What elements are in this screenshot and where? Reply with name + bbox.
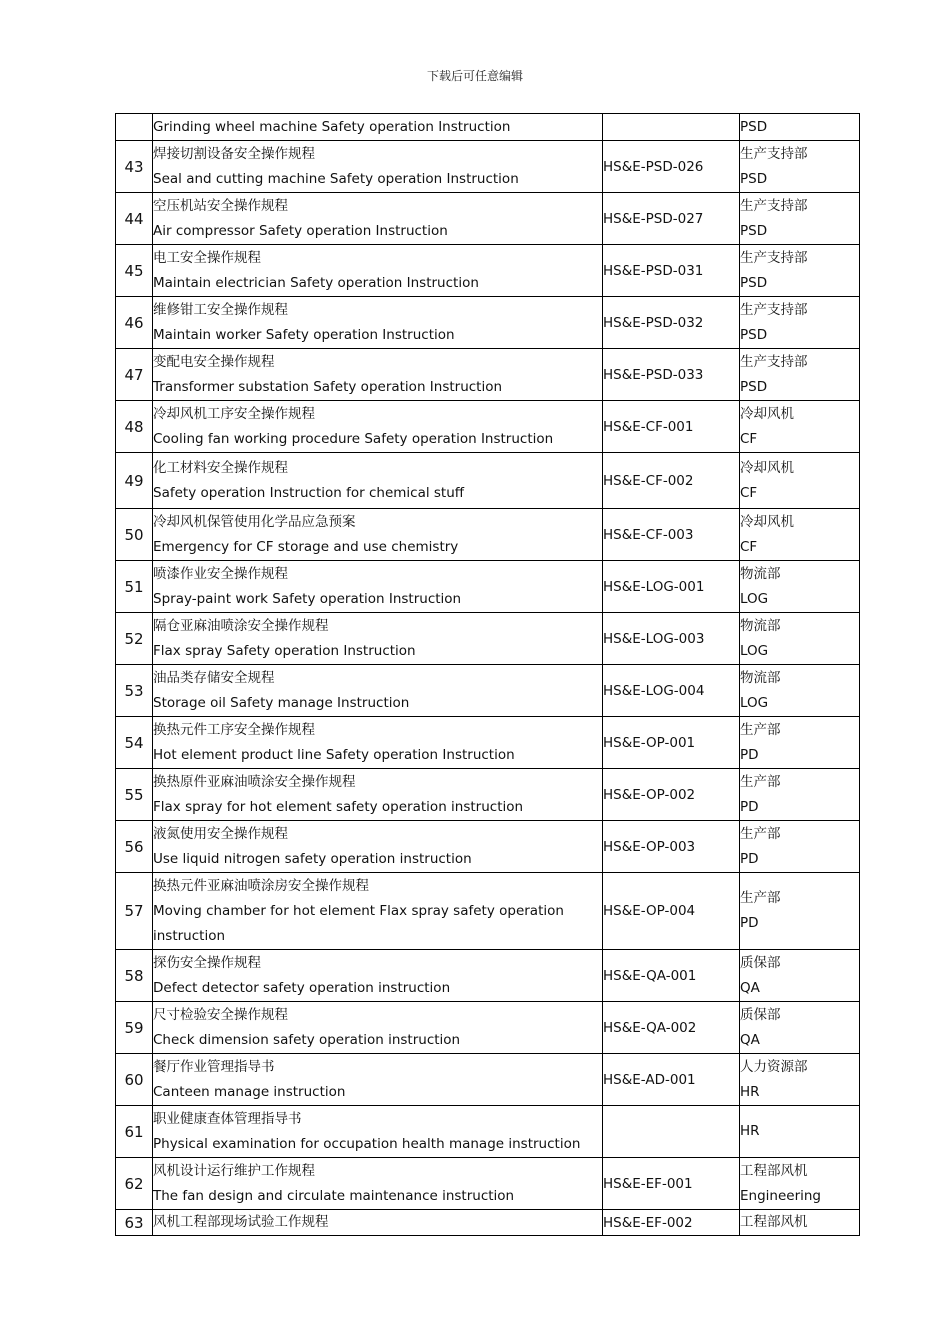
table-row [116, 114, 860, 141]
department-chinese: 冷却风机 [740, 459, 794, 476]
procedure-title-cell [153, 509, 603, 561]
department-cell [740, 1106, 860, 1158]
row-number: 58 [116, 950, 153, 1002]
department-english: PSD [740, 274, 768, 291]
department-chinese: 生产支持部 [740, 249, 808, 266]
procedure-title-cell [153, 717, 603, 769]
title-english: Seal and cutting machine Safety operation Instruction [153, 170, 519, 187]
department-chinese: 质保部 [740, 1006, 781, 1023]
department-chinese: 工程部风机 [740, 1162, 808, 1179]
row-number: 45 [116, 245, 153, 297]
procedure-title-cell [153, 1158, 603, 1210]
title-chinese: 尺寸检验安全操作规程 [153, 1006, 288, 1023]
row-number: 61 [116, 1106, 153, 1158]
document-code: HS&E-OP-001 [603, 717, 740, 769]
title-english: Maintain worker Safety operation Instruction [153, 326, 455, 343]
row-number: 46 [116, 297, 153, 349]
title-chinese: 换热原件亚麻油喷涂安全操作规程 [153, 773, 356, 790]
title-english: Storage oil Safety manage Instruction [153, 694, 410, 711]
department-chinese: 生产部 [740, 773, 781, 790]
row-number: 52 [116, 613, 153, 665]
department-chinese: 生产部 [740, 890, 781, 906]
procedure-title-cell [153, 561, 603, 613]
row-number: 51 [116, 561, 153, 613]
row-number: 50 [116, 509, 153, 561]
department-english: LOG [740, 642, 769, 659]
department-cell [740, 193, 860, 245]
department-english: Engineering [740, 1187, 821, 1204]
department-cell [740, 561, 860, 613]
department-chinese: 冷却风机 [740, 405, 794, 422]
department-cell [740, 769, 860, 821]
title-english: Hot element product line Safety operation Instruction [153, 746, 515, 763]
procedure-title-cell [153, 1106, 603, 1158]
title-english: Canteen manage instruction [153, 1083, 346, 1100]
table-row [116, 297, 860, 349]
title-chinese: 化工材料安全操作规程 [153, 459, 288, 476]
title-chinese: 焊接切割设备安全操作规程 [153, 145, 315, 162]
document-code: HS&E-OP-002 [603, 769, 740, 821]
table-row [116, 717, 860, 769]
table-row [116, 245, 860, 297]
title-chinese: 维修钳工安全操作规程 [153, 301, 288, 318]
department-chinese: 工程部风机 [740, 1214, 808, 1230]
table-row [116, 1054, 860, 1106]
row-number: 60 [116, 1054, 153, 1106]
table-row [116, 1002, 860, 1054]
document-code: HS&E-PSD-026 [603, 141, 740, 193]
title-english: Defect detector safety operation instruction [153, 979, 451, 996]
department-english: PSD [740, 170, 768, 187]
department-english: PD [740, 850, 759, 867]
title-english: Physical examination for occupation health manage instruction [153, 1135, 581, 1152]
department-cell [740, 717, 860, 769]
department-cell [740, 950, 860, 1002]
title-chinese: 变配电安全操作规程 [153, 353, 275, 370]
procedure-title-cell [153, 873, 603, 950]
department-cell [740, 1002, 860, 1054]
table-row [116, 453, 860, 509]
page-header: 下载后可任意编辑 [426, 69, 523, 83]
department-cell [740, 1210, 860, 1236]
procedure-title-cell [153, 665, 603, 717]
document-code: HS&E-LOG-003 [603, 613, 740, 665]
department-chinese: 人力资源部 [740, 1058, 808, 1075]
row-number: 63 [116, 1210, 153, 1236]
department-cell [740, 401, 860, 453]
procedure-title-cell [153, 1210, 603, 1236]
procedure-title-cell [153, 401, 603, 453]
table-row [116, 665, 860, 717]
department-chinese: 质保部 [740, 954, 781, 971]
document-code: HS&E-CF-003 [603, 509, 740, 561]
department-cell [740, 665, 860, 717]
department-english: HR [740, 1123, 760, 1139]
department-cell [740, 1158, 860, 1210]
document-code: HS&E-PSD-033 [603, 349, 740, 401]
title-english: Grinding wheel machine Safety operation Instruction [153, 119, 511, 135]
table-row [116, 509, 860, 561]
department-english: PD [740, 746, 759, 763]
title-english: Use liquid nitrogen safety operation instruction [153, 850, 472, 867]
document-code: HS&E-AD-001 [603, 1054, 740, 1106]
title-english: Maintain electrician Safety operation Instruction [153, 274, 479, 291]
row-number: 49 [116, 453, 153, 509]
department-english: PSD [740, 119, 768, 135]
document-code: HS&E-PSD-027 [603, 193, 740, 245]
department-english: PSD [740, 326, 768, 343]
department-chinese: 生产支持部 [740, 197, 808, 214]
row-number: 57 [116, 873, 153, 950]
department-chinese: 物流部 [740, 565, 781, 582]
procedure-title-cell [153, 821, 603, 873]
title-english: Air compressor Safety operation Instruction [153, 222, 448, 239]
table-row [116, 1158, 860, 1210]
title-chinese: 液氮使用安全操作规程 [153, 825, 288, 842]
table-row [116, 769, 860, 821]
document-code: HS&E-QA-002 [603, 1002, 740, 1054]
row-number: 59 [116, 1002, 153, 1054]
table-row [116, 349, 860, 401]
document-code: HS&E-OP-003 [603, 821, 740, 873]
row-number: 44 [116, 193, 153, 245]
department-chinese: 物流部 [740, 669, 781, 686]
title-chinese: 风机工程部现场试验工作规程 [153, 1214, 329, 1230]
title-chinese: 隔仓亚麻油喷涂安全操作规程 [153, 617, 329, 634]
table-row [116, 613, 860, 665]
procedure-title-cell [153, 613, 603, 665]
department-cell [740, 245, 860, 297]
department-chinese: 生产支持部 [740, 145, 808, 162]
department-cell [740, 1054, 860, 1106]
document-code [603, 1106, 740, 1158]
procedure-title-cell [153, 141, 603, 193]
department-cell [740, 141, 860, 193]
document-code: HS&E-EF-001 [603, 1158, 740, 1210]
title-chinese: 换热元件工序安全操作规程 [153, 721, 315, 738]
department-english: PD [740, 798, 759, 815]
table-row [116, 950, 860, 1002]
title-chinese: 探伤安全操作规程 [153, 954, 261, 971]
table-row [116, 141, 860, 193]
department-english: QA [740, 1031, 760, 1048]
department-chinese: 生产支持部 [740, 353, 808, 370]
row-number: 55 [116, 769, 153, 821]
title-chinese: 电工安全操作规程 [153, 249, 261, 266]
procedure-title-cell [153, 453, 603, 509]
department-chinese: 冷却风机 [740, 513, 794, 530]
document-code: HS&E-QA-001 [603, 950, 740, 1002]
procedure-title-cell [153, 1002, 603, 1054]
title-english: Flax spray Safety operation Instruction [153, 642, 416, 659]
procedure-title-cell [153, 769, 603, 821]
title-english: The fan design and circulate maintenance instruction [153, 1187, 515, 1204]
department-cell [740, 349, 860, 401]
department-chinese: 物流部 [740, 617, 781, 634]
department-english: CF [740, 538, 758, 555]
title-chinese: 换热元件亚麻油喷涂房安全操作规程 [153, 877, 369, 894]
department-cell [740, 873, 860, 950]
document-code: HS&E-LOG-004 [603, 665, 740, 717]
document-code: HS&E-CF-002 [603, 453, 740, 509]
procedure-title-cell [153, 297, 603, 349]
document-code: HS&E-LOG-001 [603, 561, 740, 613]
department-chinese: 生产部 [740, 721, 781, 738]
department-cell [740, 613, 860, 665]
procedure-title-cell [153, 950, 603, 1002]
title-english: Check dimension safety operation instruction [153, 1031, 461, 1048]
table-row [116, 401, 860, 453]
department-cell [740, 821, 860, 873]
department-cell [740, 509, 860, 561]
department-english: PD [740, 915, 759, 931]
table-row [116, 193, 860, 245]
department-english: HR [740, 1083, 760, 1100]
title-chinese: 职业健康查体管理指导书 [153, 1110, 302, 1127]
row-number: 43 [116, 141, 153, 193]
table-row [116, 821, 860, 873]
title-english: Safety operation Instruction for chemical stuff [153, 484, 465, 501]
row-number: 56 [116, 821, 153, 873]
table-row [116, 561, 860, 613]
department-english: PSD [740, 222, 768, 239]
title-chinese: 风机设计运行维护工作规程 [153, 1162, 315, 1179]
table-row [116, 1210, 860, 1236]
table-row [116, 1106, 860, 1158]
title-english: Emergency for CF storage and use chemistry [153, 538, 459, 555]
title-english: Moving chamber for hot element Flax spray safety operation [153, 902, 564, 919]
department-english: LOG [740, 694, 769, 711]
procedure-table [115, 113, 860, 1236]
department-cell [740, 297, 860, 349]
title-english-continued: instruction [153, 927, 226, 944]
department-chinese: 生产支持部 [740, 301, 808, 318]
document-code: HS&E-PSD-031 [603, 245, 740, 297]
department-english: LOG [740, 590, 769, 607]
document-code: HS&E-PSD-032 [603, 297, 740, 349]
department-english: QA [740, 979, 760, 996]
procedure-title-cell [153, 349, 603, 401]
document-code: HS&E-CF-001 [603, 401, 740, 453]
row-number [116, 114, 153, 141]
document-code: HS&E-EF-002 [603, 1210, 740, 1236]
department-english: CF [740, 430, 758, 447]
row-number: 54 [116, 717, 153, 769]
row-number: 47 [116, 349, 153, 401]
department-chinese: 生产部 [740, 825, 781, 842]
procedure-title-cell [153, 245, 603, 297]
row-number: 62 [116, 1158, 153, 1210]
title-chinese: 喷漆作业安全操作规程 [153, 565, 288, 582]
row-number: 48 [116, 401, 153, 453]
procedure-table-body [116, 114, 860, 1236]
procedure-title-cell [153, 1054, 603, 1106]
department-cell [740, 453, 860, 509]
document-code: HS&E-OP-004 [603, 873, 740, 950]
table-row [116, 873, 860, 950]
title-english: Transformer substation Safety operation Instruction [153, 378, 503, 395]
procedure-title-cell [153, 114, 603, 141]
title-english: Spray-paint work Safety operation Instruction [153, 590, 462, 607]
title-chinese: 油品类存储安全规程 [153, 669, 275, 686]
title-chinese: 空压机站安全操作规程 [153, 197, 288, 214]
procedure-title-cell [153, 193, 603, 245]
row-number: 53 [116, 665, 153, 717]
title-english: Flax spray for hot element safety operation instruction [153, 798, 524, 815]
title-english: Cooling fan working procedure Safety operation Instruction [153, 430, 554, 447]
title-chinese: 冷却风机工序安全操作规程 [153, 405, 315, 422]
department-cell [740, 114, 860, 141]
title-chinese: 餐厅作业管理指导书 [153, 1058, 275, 1075]
document-code [603, 114, 740, 141]
title-chinese: 冷却风机保管使用化学品应急预案 [153, 513, 356, 530]
department-english: PSD [740, 378, 768, 395]
department-english: CF [740, 484, 758, 501]
